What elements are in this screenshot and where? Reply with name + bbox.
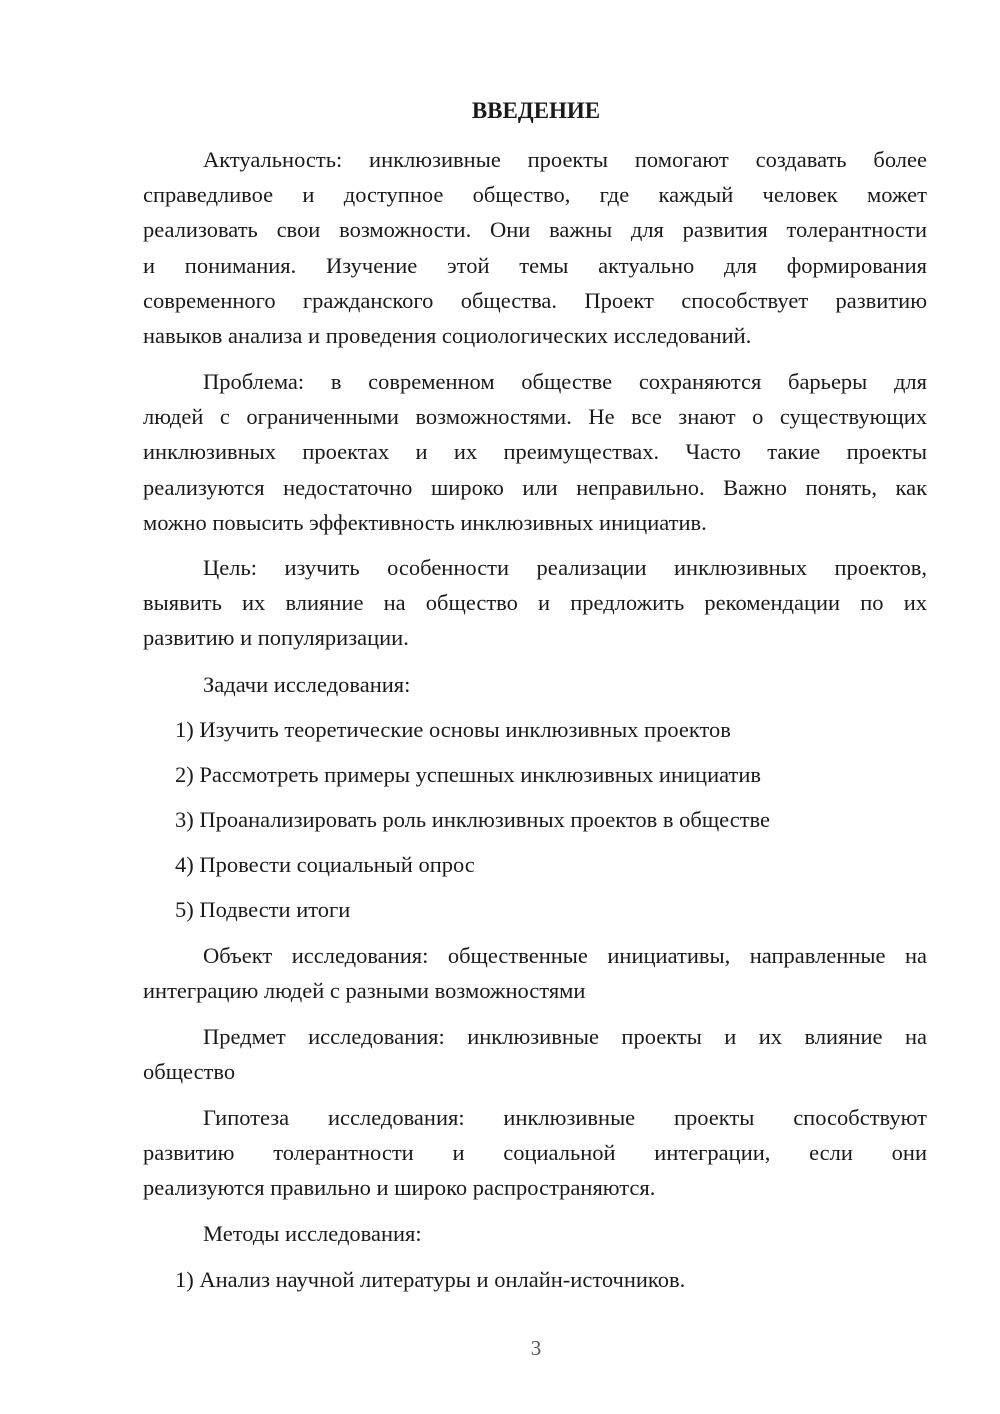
paragraph-object xyxy=(143,938,927,1008)
text-line: Предмет исследования: инклюзивные проекты и их влияние на xyxy=(203,1024,927,1049)
text-line: реализовать свои возможности. Они важны для развития толерантности xyxy=(143,217,927,243)
paragraph-goal xyxy=(143,550,927,656)
text-line: Объект исследования: общественные инициативы, направленные на xyxy=(203,943,927,968)
page-number: 3 xyxy=(530,1336,542,1360)
text-line: можно повысить эффективность инклюзивных инициатив. xyxy=(143,509,707,535)
text-line: справедливое и доступное общество, где каждый человек может xyxy=(143,182,927,208)
paragraph-relevance xyxy=(143,142,927,353)
paragraph-problem xyxy=(143,364,927,540)
tasks-heading xyxy=(143,667,927,702)
text-line: реализуются недостаточно широко или неправильно. Важно понять, как xyxy=(143,474,927,500)
paragraph-subject xyxy=(143,1019,927,1089)
text-line: выявить их влияние на общество и предложить рекомендации по их xyxy=(143,590,927,616)
task-item: 3) Проанализировать роль инклюзивных проектов в обществе xyxy=(175,807,771,832)
section-title: ВВЕДЕНИЕ xyxy=(471,98,601,123)
text-line: инклюзивных проектах и их преимуществах. Часто такие проекты xyxy=(143,439,927,465)
text-line: Актуальность: инклюзивные проекты помогают создавать более xyxy=(203,147,927,172)
text-line: Гипотеза исследования: инклюзивные проекты способствуют xyxy=(203,1105,927,1130)
task-item: 1) Изучить теоретические основы инклюзивных проектов xyxy=(175,717,731,742)
methods-heading xyxy=(143,1216,927,1251)
text-line: Проблема: в современном обществе сохраняются барьеры для xyxy=(203,369,927,394)
text-line: реализуются правильно и широко распространяются. xyxy=(143,1175,656,1201)
text-line: людей с ограниченными возможностями. Не все знают о существующих xyxy=(143,404,927,430)
text-line: Задачи исследования: xyxy=(203,672,411,697)
paragraph-hypothesis xyxy=(143,1100,927,1206)
text-line: развитию и популяризации. xyxy=(143,625,409,651)
text-line: и понимания. Изучение этой темы актуально для формирования xyxy=(143,252,927,278)
text-line: Цель: изучить особенности реализации инклюзивных проектов, xyxy=(203,555,927,580)
text-line: развитию толерантности и социальной интеграции, если они xyxy=(143,1140,927,1166)
text-line: общество xyxy=(143,1059,236,1085)
task-item: 5) Подвести итоги xyxy=(175,897,351,922)
task-item: 2) Рассмотреть примеры успешных инклюзивных инициатив xyxy=(175,762,762,787)
text-line: интеграцию людей с разными возможностями xyxy=(143,978,586,1004)
text-line: современного гражданского общества. Проект способствует развитию xyxy=(143,287,927,313)
task-item: 4) Провести социальный опрос xyxy=(175,852,475,877)
text-line: навыков анализа и проведения социологических исследований. xyxy=(143,322,752,348)
text-line: Методы исследования: xyxy=(203,1221,422,1246)
method-item: 1) Анализ научной литературы и онлайн-источников. xyxy=(175,1267,686,1292)
